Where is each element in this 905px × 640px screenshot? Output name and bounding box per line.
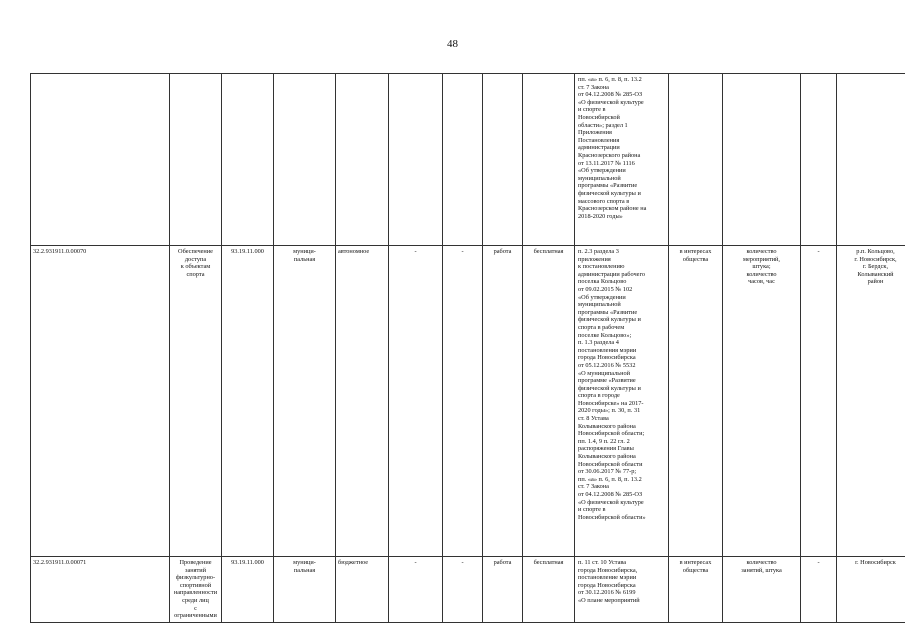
- cell-col13: [801, 74, 837, 246]
- cell-okved: 93.19.11.000: [222, 246, 274, 557]
- cell-institution: [336, 74, 389, 246]
- cell-col7: -: [443, 246, 483, 557]
- cell-okved: 93.19.11.000: [222, 557, 274, 623]
- cell-legal-basis: п. 11 ст. 10 Устава города Новосибирска, постановление мэрии города Новосибирска от 30.12.2016 № 6199 «О плане мероприятий: [575, 557, 669, 623]
- cell-institution: автономное: [336, 246, 389, 557]
- cell-interests: [669, 74, 723, 246]
- cell-territory: [837, 74, 905, 246]
- cell-code: 32.2.931911.0.00070: [31, 246, 170, 557]
- cell-col7: -: [443, 557, 483, 623]
- cell-col6: -: [389, 246, 443, 557]
- cell-code: [31, 74, 170, 246]
- cell-name: Обеспечение доступа к объектам спорта: [170, 246, 222, 557]
- cell-name: Проведение занятий физкультурно- спортивной направленности среди лиц с ограниченными: [170, 557, 222, 623]
- cell-measure: [723, 74, 801, 246]
- cell-paid: [523, 74, 575, 246]
- cell-interests: в интересах общества: [669, 246, 723, 557]
- cell-measure: количество занятий, штука: [723, 557, 801, 623]
- cell-col13: -: [801, 557, 837, 623]
- cell-name: [170, 74, 222, 246]
- cell-type: [274, 74, 336, 246]
- cell-territory: р.п. Кольцово, г. Новосибирск, г. Бердск, Колыванский район: [837, 246, 905, 557]
- cell-type: муници- пальная: [274, 246, 336, 557]
- cell-kind: работа: [483, 557, 523, 623]
- cell-territory: г. Новосибирск: [837, 557, 905, 623]
- cell-paid: бесплатная: [523, 557, 575, 623]
- cell-interests: в интересах общества: [669, 557, 723, 623]
- cell-institution: бюджетное: [336, 557, 389, 623]
- cell-col6: [389, 74, 443, 246]
- cell-legal-basis: п. 2.3 раздела 3 приложения к постановлению администрации рабочего поселка Кольцово от 09.02.2015 № 102 «Об утверждении муниципальной программы «Развитие физической культуры и спорта в рабочем поселке Кольцово»; п. 1.3 раздела 4 постановления мэрии города Новосибирска от 05.12.2016 № 5532 «О муниципальной программе «Развитие физической культуры и спорта в городе Новосибирске» на 2017- 2020 годы»; п. 30, п. 31 ст. 8 Устава Колыванского района Новосибирской области; пп. 1.4, 9 п. 22 гл. 2 распоряжения Главы Колыванского района Новосибирской области от 30.06.2017 № 77-р; пп. «а» п. 6, п. 8, п. 13.2 ст. 7 Закона от 04.12.2008 № 285-ОЗ «О физической культуре и спорте в Новосибирской области»: [575, 246, 669, 557]
- cell-col6: -: [389, 557, 443, 623]
- cell-type: муници- пальная: [274, 557, 336, 623]
- cell-code: 32.2.931911.0.00071: [31, 557, 170, 623]
- table-row: [31, 246, 905, 557]
- cell-legal-basis: пп. «а» п. 6, п. 8, п. 13.2 ст. 7 Закона от 04.12.2008 № 285-ОЗ «О физической культуре и спорте в Новосибирской области»; раздел 1 Приложения Постановления администрации Краснозерского района от 13.11.2017 № 1116 «Об утверждении муниципальной программы «Развитие физической культуры и массового спорта в Краснозерском районе на 2018-2020 годы»: [575, 74, 669, 246]
- page-number: 48: [447, 38, 458, 50]
- cell-measure: количество мероприятий, штука; количество часов, час: [723, 246, 801, 557]
- cell-okved: [222, 74, 274, 246]
- cell-kind: [483, 74, 523, 246]
- table-row: [31, 557, 905, 623]
- cell-kind: работа: [483, 246, 523, 557]
- cell-col13: -: [801, 246, 837, 557]
- registry-table: [30, 73, 905, 623]
- table-row: [31, 74, 905, 246]
- cell-col7: [443, 74, 483, 246]
- cell-paid: бесплатная: [523, 246, 575, 557]
